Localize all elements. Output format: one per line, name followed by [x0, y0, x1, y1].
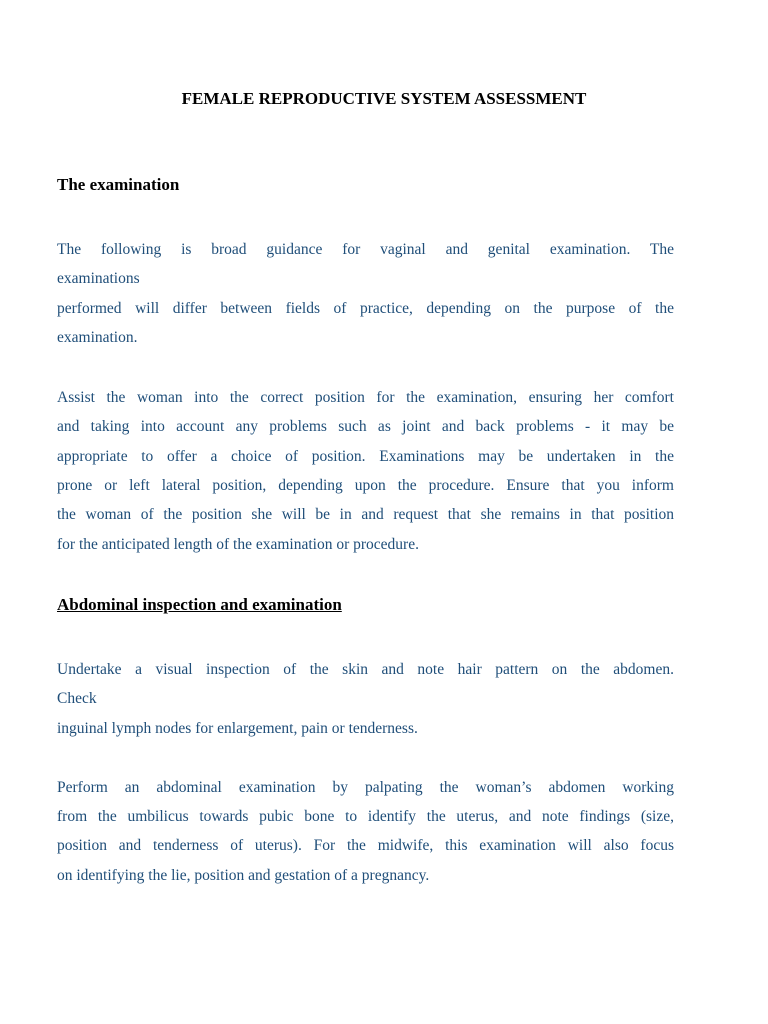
paragraph-line: examinations	[57, 270, 140, 287]
document-title: FEMALE REPRODUCTIVE SYSTEM ASSESSMENT	[181, 89, 587, 108]
paragraph-line: Assist the woman into the correct position for the examination, ensuring her comfort	[57, 389, 674, 406]
paragraph-line: Perform an abdominal examination by palpating the woman’s abdomen working	[57, 779, 674, 796]
paragraph-line: and taking into account any problems such as joint and back problems - it may be	[57, 418, 674, 435]
paragraph-line: prone or left lateral position, depending upon the procedure. Ensure that you inform	[57, 477, 674, 494]
paragraph-line: position and tenderness of uterus). For the midwife, this examination will also focus	[57, 837, 674, 854]
paragraph-line: on identifying the lie, position and gestation of a pregnancy.	[57, 867, 430, 884]
paragraph-line: inguinal lymph nodes for enlargement, pain or tenderness.	[57, 720, 418, 737]
paragraph-line: The following is broad guidance for vaginal and genital examination. The	[57, 241, 674, 258]
paragraph-line: the woman of the position she will be in and request that she remains in that position	[57, 506, 674, 523]
section-heading-abdominal: Abdominal inspection and examination	[57, 595, 342, 614]
paragraph-line: Check	[57, 690, 97, 707]
section-heading-examination: The examination	[57, 175, 180, 194]
paragraph-line: appropriate to offer a choice of position. Examinations may be undertaken in the	[57, 448, 674, 465]
paragraph-line: Undertake a visual inspection of the skin and note hair pattern on the abdomen.	[57, 661, 674, 678]
paragraph-line: examination.	[57, 329, 138, 346]
paragraph-line: from the umbilicus towards pubic bone to identify the uterus, and note findings (size,	[57, 808, 674, 825]
paragraph-line: performed will differ between fields of practice, depending on the purpose of the	[57, 300, 674, 317]
paragraph-line: for the anticipated length of the examination or procedure.	[57, 536, 419, 553]
